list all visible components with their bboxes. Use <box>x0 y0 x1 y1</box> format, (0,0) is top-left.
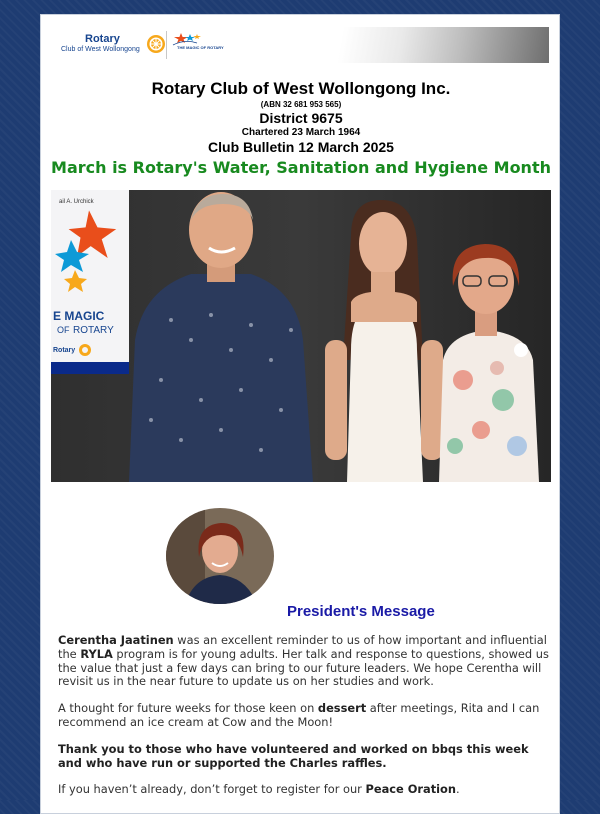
logo-divider <box>166 31 167 59</box>
message-text: program is for young adults. Her talk and response to questions, showed us the value that just a few days can bring to our future leaders. We hope Cerentha will revisit us in the near future to update us on her studies and work. <box>58 646 549 689</box>
abn-number: (ABN 32 681 953 565) <box>260 100 342 109</box>
peace-oration-term[interactable]: Peace Oration <box>365 782 456 797</box>
message-paragraph <box>58 783 552 797</box>
magic-of-rotary-text: THE MAGIC OF ROTARY <box>177 45 224 50</box>
ryla-term: RYLA <box>80 646 113 661</box>
president-portrait-illustration <box>165 507 275 605</box>
message-text: after meetings, Rita and I can recommend an ice cream at Cow and the Moon! <box>58 701 540 729</box>
message-text: A thought for future weeks for those keen on <box>58 701 318 716</box>
group-photo[interactable] <box>51 190 551 482</box>
rotary-logo[interactable] <box>59 33 159 59</box>
sign-rotary-word: Rotary <box>53 347 76 354</box>
district: District 9675 <box>259 110 343 126</box>
bulletin-titles <box>41 79 561 179</box>
message-text: was an excellent reminder to us of how important and influential the <box>58 633 547 661</box>
thank-you-text: Thank you to those who have volunteered and worked on bbqs this week and who have run or supported the Charles raffles. <box>58 741 529 770</box>
president-message-heading: President's Message <box>287 603 435 620</box>
message-text: . <box>455 782 460 797</box>
rotary-wheel-icon <box>146 34 166 54</box>
message-paragraph <box>58 743 552 771</box>
president-portrait[interactable] <box>165 507 275 605</box>
rotary-logo-word: Rotary <box>85 33 120 45</box>
sign-name-text: ail A. Urchick <box>59 199 94 205</box>
header-banner <box>51 27 549 63</box>
message-paragraph <box>58 634 552 689</box>
bulletin-card <box>40 14 560 814</box>
rotary-logo-subtitle: Club of West Wollongong <box>61 46 140 53</box>
sign-magic-text: E MAGIC <box>53 309 105 323</box>
sign-rotary-text: ROTARY <box>73 325 114 336</box>
group-photo-illustration <box>51 190 551 482</box>
club-name: Rotary Club of West Wollongong Inc. <box>151 79 451 98</box>
message-paragraph <box>58 702 552 730</box>
magic-of-rotary-logo <box>171 31 224 59</box>
message-text: If you haven’t already, don’t forget to register for our <box>58 782 366 797</box>
bulletin-date: Club Bulletin 12 March 2025 <box>208 139 394 155</box>
president-message-body <box>58 634 552 810</box>
sign-of-word: OF <box>57 325 70 335</box>
chartered-date: Chartered 23 March 1964 <box>241 127 361 138</box>
speaker-name: Cerentha Jaatinen <box>58 633 174 647</box>
month-theme: March is Rotary's Water, Sanitation and Hygiene Month <box>51 158 551 177</box>
dessert-term: dessert <box>317 701 367 716</box>
